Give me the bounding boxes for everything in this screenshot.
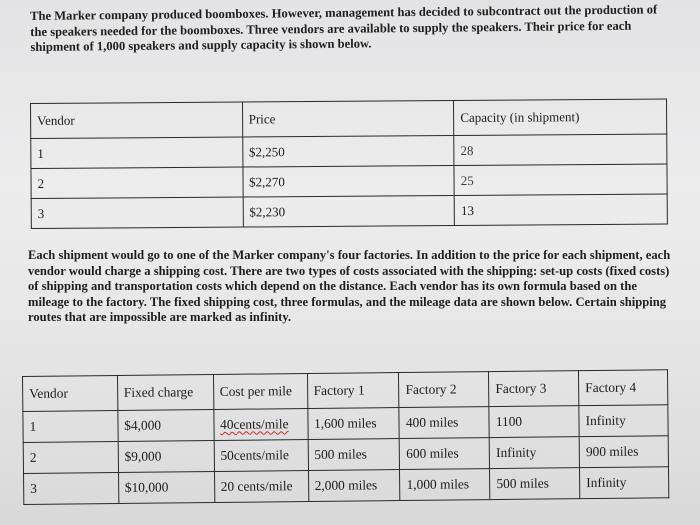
- cell-factory-3: 1100: [489, 406, 579, 438]
- table-row: [24, 467, 669, 505]
- cell-price: $2,230: [243, 196, 455, 227]
- cell-factory-1: 1,600 miles: [307, 408, 399, 440]
- header-vendor: Vendor: [23, 376, 118, 412]
- shipping-cost-table: [22, 369, 669, 505]
- cell-vendor: 3: [31, 197, 243, 228]
- header-factory-1: Factory 1: [307, 373, 399, 409]
- header-cost-per-mile: Cost per mile: [213, 374, 307, 410]
- cell-factory-2: 1,000 miles: [400, 469, 490, 501]
- table-row: [31, 134, 667, 168]
- intro-paragraph: The Marker company produced boomboxes. However, management has decided to subcontract out the production of the speakers needed for the boomboxes. Three vendors are available to supply the speakers. Their price for each shipment of 1,000 speakers and supply capacity is shown below.: [30, 2, 658, 55]
- vendor-price-capacity-table: [30, 99, 668, 229]
- cell-fixed-charge: $9,000: [118, 440, 214, 472]
- header-factory-2: Factory 2: [399, 372, 489, 408]
- cell-capacity: 28: [454, 134, 667, 165]
- table-row: [31, 194, 667, 228]
- cell-vendor: 2: [31, 167, 243, 198]
- cell-cost-per-mile: 40cents/mile: [213, 409, 307, 441]
- header-price: Price: [242, 101, 454, 137]
- cell-factory-1: 2,000 miles: [308, 470, 400, 502]
- cell-factory-3: 500 miles: [490, 468, 580, 500]
- cell-cost-per-mile: 50cents/mile: [214, 440, 308, 472]
- cell-fixed-charge: $10,000: [118, 471, 214, 503]
- shipping-explanation-paragraph: Each shipment would go to one of the Marker company's four factories. In addition to the price for each shipment, each vendor would charge a shipping cost. There are two types of costs associated with the shipping: set-up costs (fixed costs) of shipping and transportation costs which depend on the distance. Each vendor has its own formula based on the mileage to the factory. The fixed shipping cost, three formulas, and the mileage data are shown below. Certain shipping routes that are impossible are marked as infinity.: [28, 248, 671, 325]
- header-fixed-charge: Fixed charge: [117, 374, 213, 410]
- cell-price: $2,250: [242, 136, 454, 167]
- cell-fixed-charge: $4,000: [118, 409, 214, 441]
- cell-factory-3: Infinity: [489, 437, 579, 469]
- cell-factory-1: 500 miles: [308, 439, 400, 471]
- cell-cost-per-mile: 20 cents/mile: [214, 471, 308, 503]
- cell-factory-4: Infinity: [580, 467, 669, 499]
- cell-price: $2,270: [243, 166, 455, 197]
- cell-factory-4: Infinity: [579, 405, 668, 437]
- cell-vendor: 2: [23, 441, 118, 473]
- table-row: [31, 164, 667, 198]
- cell-capacity: 13: [454, 194, 667, 225]
- table-header-row: [31, 99, 667, 138]
- cell-factory-2: 400 miles: [399, 407, 489, 439]
- cell-capacity: 25: [454, 164, 667, 195]
- header-factory-4: Factory 4: [579, 370, 668, 406]
- cell-factory-2: 600 miles: [400, 438, 490, 470]
- header-factory-3: Factory 3: [489, 371, 579, 407]
- cell-factory-4: 900 miles: [579, 436, 668, 468]
- header-vendor: Vendor: [31, 102, 243, 138]
- cell-vendor: 3: [24, 472, 119, 504]
- cell-vendor: 1: [23, 411, 118, 443]
- cell-vendor: 1: [31, 137, 243, 168]
- header-capacity: Capacity (in shipment): [454, 99, 667, 135]
